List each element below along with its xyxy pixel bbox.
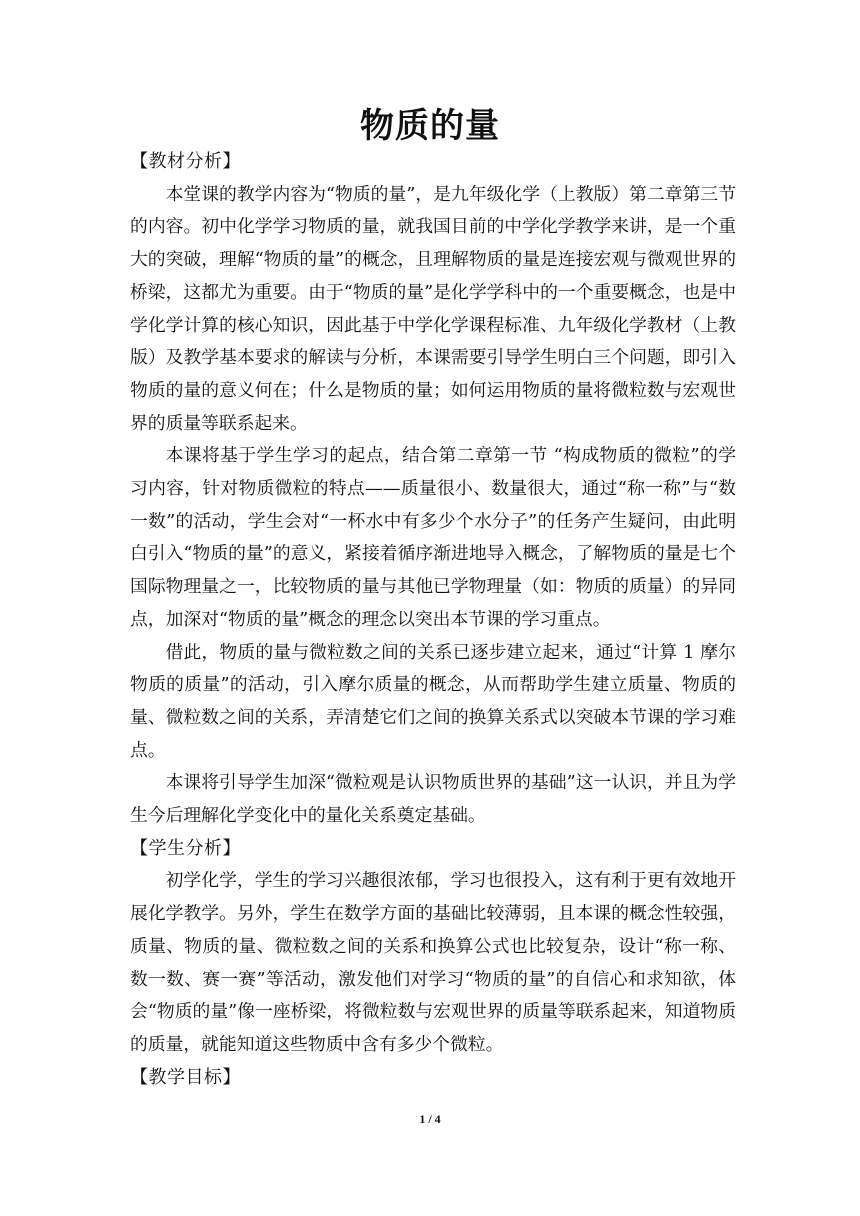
paragraph: 本课将基于学生学习的起点，结合第二章第一节 “构成物质的微粒”的学习内容，针对物质微粒的特点——质量很小、数量很大，通过“称一称”与“数一数”的活动，学生会对“一杯水中有多少个水分子”的任务产生疑问，由此明白引入“物质的量”的意义，紧接着循序渐进地导入概念，了解物质的量是七个国际物理量之一，比较物质的量与其他已学物理量（如：物质的质量）的异同点，加深对“物质的量”概念的理念以突出本节课的学习重点。 [130,445,736,630]
document-title: 物质的量 [360,106,500,146]
paragraph: 初学化学，学生的学习兴趣很浓郁，学习也很投入，这有利于更有效地开展化学教学。另外，学生在数学方面的基础比较薄弱，且本课的概念性较强，质量、物质的量、微粒数之间的关系和换算公式也比较复杂，设计“称一称、数一数、赛一赛”等活动，激发他们对学习“物质的量”的自信心和求知欲，体会“物质的量”像一座桥梁，将微粒数与宏观世界的质量等联系起来，知道物质的质量，就能知道这些物质中含有多少个微粒。 [130,870,736,1055]
section-heading-teaching-goals: 【教学目标】 [130,1066,241,1088]
section-heading-textbook-analysis: 【教材分析】 [130,151,241,172]
document-body [130,146,736,1094]
section-heading-student-analysis: 【学生分析】 [130,837,241,859]
paragraph: 借此，物质的量与微粒数之间的关系已逐步建立起来，通过“计算 1 摩尔物质的质量”的活动，引入摩尔质量的概念，从而帮助学生建立质量、物质的量、微粒数之间的关系，弄清楚它们之间的换算关系式以突破本节课的学习难点。 [130,641,736,761]
paragraph: 本课将引导学生加深“微粒观是认识物质世界的基础”这一认识，并且为学生今后理解化学变化中的量化关系奠定基础。 [130,772,736,827]
page-number: 1 / 4 [419,1112,441,1126]
paragraph: 本堂课的教学内容为“物质的量”，是九年级化学（上教版）第二章第三节的内容。初中化学学习物质的量，就我国目前的中学化学教学来讲，是一个重大的突破，理解“物质的量”的概念，且理解物质的量是连接宏观与微观世界的桥梁，这都尤为重要。由于“物质的量”是化学学科中的一个重要概念，也是中学化学计算的核心知识，因此基于中学化学课程标准、九年级化学教材（上教版）及教学基本要求的解读与分析，本课需要引导学生明白三个问题，即引入物质的量的意义何在；什么是物质的量；如何运用物质的量将微粒数与宏观世界的质量等联系起来。 [130,183,736,434]
